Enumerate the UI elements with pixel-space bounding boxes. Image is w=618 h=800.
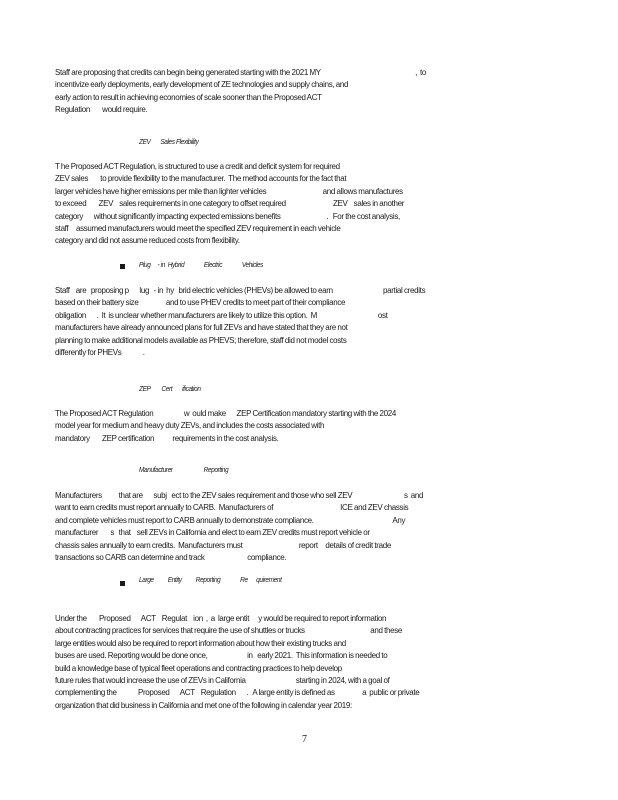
bullet-square-icon <box>120 581 125 586</box>
text-line: Regulation would require. <box>55 104 148 115</box>
text-line: buses are used. Reporting would be done once, in early 2021. This information is needed to <box>55 650 388 661</box>
paragraph-manufacturer-reporting <box>55 489 500 563</box>
text-line: planning to make additional models available as PHEVS; therefore, staff did not model costs <box>55 334 347 345</box>
heading-large-entity-reporting: Large Entity Reporting Re quirement <box>139 575 282 584</box>
heading-zep-certification: ZEP Cert ification <box>139 384 201 393</box>
paragraph-large-entity-reporting <box>55 612 500 711</box>
paragraph-zev-sales-flexibility <box>55 160 500 247</box>
text-line: incentivize early deployments, early development of ZE technologies and supply chains, and <box>55 79 349 90</box>
paragraph-phev <box>55 284 500 358</box>
page-number: 7 <box>302 734 307 745</box>
text-line: Manufacturers that are subj ect to the ZEV sales requirement and those who sell ZEV s and <box>55 490 424 500</box>
text-line: The Proposed ACT Regulation w ould make ZEP Certification mandatory starting with the 2024 <box>55 408 397 418</box>
text-line: differently for PHEVs . <box>55 347 145 358</box>
text-line: and complete vehicles must report to CARB annually to demonstrate compliance. Any <box>55 514 406 525</box>
text-line: model year for medium and heavy duty ZEVs, and includes the costs associated with <box>55 420 325 431</box>
heading-manufacturer-reporting: Manufacturer Reporting <box>139 465 229 474</box>
text-line: obligation . It is unclear whether manufacturers are likely to utilize this option. M ost <box>55 309 388 320</box>
paragraph-zep-certification <box>55 407 500 444</box>
text-line: chassis sales annually to earn credits. Manufacturers must report details of credit trade <box>55 539 391 550</box>
text-line: future rules that would increase the use of ZEVs in California starting in 2024, with a goal of <box>55 675 390 686</box>
heading-plug-in-hybrid: Plug - in Hybrid Electric Vehicles <box>139 260 264 269</box>
text-line: Staff are proposing that credits can begin being generated starting with the 2021 MY , to <box>55 67 427 77</box>
text-line: Staff are proposing p lug - in hy brid electric vehicles (PHEVs) be allowed to earn partial credits <box>55 285 426 295</box>
heading-zev-sales-flexibility: ZEV Sales Flexibility <box>139 137 199 146</box>
text-line: to exceed ZEV sales requirements in one category to offset required ZEV sales in another <box>55 198 405 209</box>
text-line: organization that did business in California and met one of the following in calendar year 2019: <box>55 699 352 710</box>
text-line: category and did not assume reduced costs from flexibility. <box>55 235 240 246</box>
text-line: about contracting practices for services that require the use of shuttles or trucks and these <box>55 625 403 636</box>
paragraph-credit-generation <box>55 66 500 116</box>
bullet-square-icon <box>120 264 125 269</box>
text-line: category without significantly impacting expected emissions benefits . For the cost analysis, <box>55 210 400 221</box>
text-line: manufacturer s that sell ZEVs in California and elect to earn ZEV credits must report vehicle or <box>55 527 370 538</box>
text-line: mandatory ZEP certification requirements in the cost analysis. <box>55 432 279 443</box>
text-line: larger vehicles have higher emissions per mile than lighter vehicles and allows manufactures <box>55 185 403 196</box>
text-line: manufacturers have already announced plans for full ZEVs and have stated that they are not <box>55 322 348 333</box>
text-line: complementing the Proposed ACT Regulation . A large entity is defined as a public or private <box>55 687 420 698</box>
text-line: early action to result in achieving economies of scale sooner than the Proposed ACT <box>55 91 322 102</box>
text-line: transactions so CARB can determine and track compliance. <box>55 552 287 563</box>
text-line: build a knowledge base of typical fleet operations and contracting practices to help develop <box>55 662 342 673</box>
text-line: staff assumed manufacturers would meet the specified ZEV requirement in each vehicle <box>55 223 341 234</box>
text-line: ZEV sales to provide flexibility to the manufacturer. The method accounts for the fact that <box>55 173 347 184</box>
text-line: T he Proposed ACT Regulation, is structured to use a credit and deficit system for required <box>55 161 340 171</box>
text-line: want to earn credits must report annually to CARB. Manufacturers of ICE and ZEV chassis <box>55 502 409 513</box>
text-line: based on their battery size and to use PHEV credits to meet part of their compliance <box>55 297 346 308</box>
text-line: Under the Proposed ACT Regulat ion , a large entit y would be required to report information <box>55 613 387 623</box>
text-line: large entities would also be required to report information about how their existing trucks and <box>55 637 346 648</box>
